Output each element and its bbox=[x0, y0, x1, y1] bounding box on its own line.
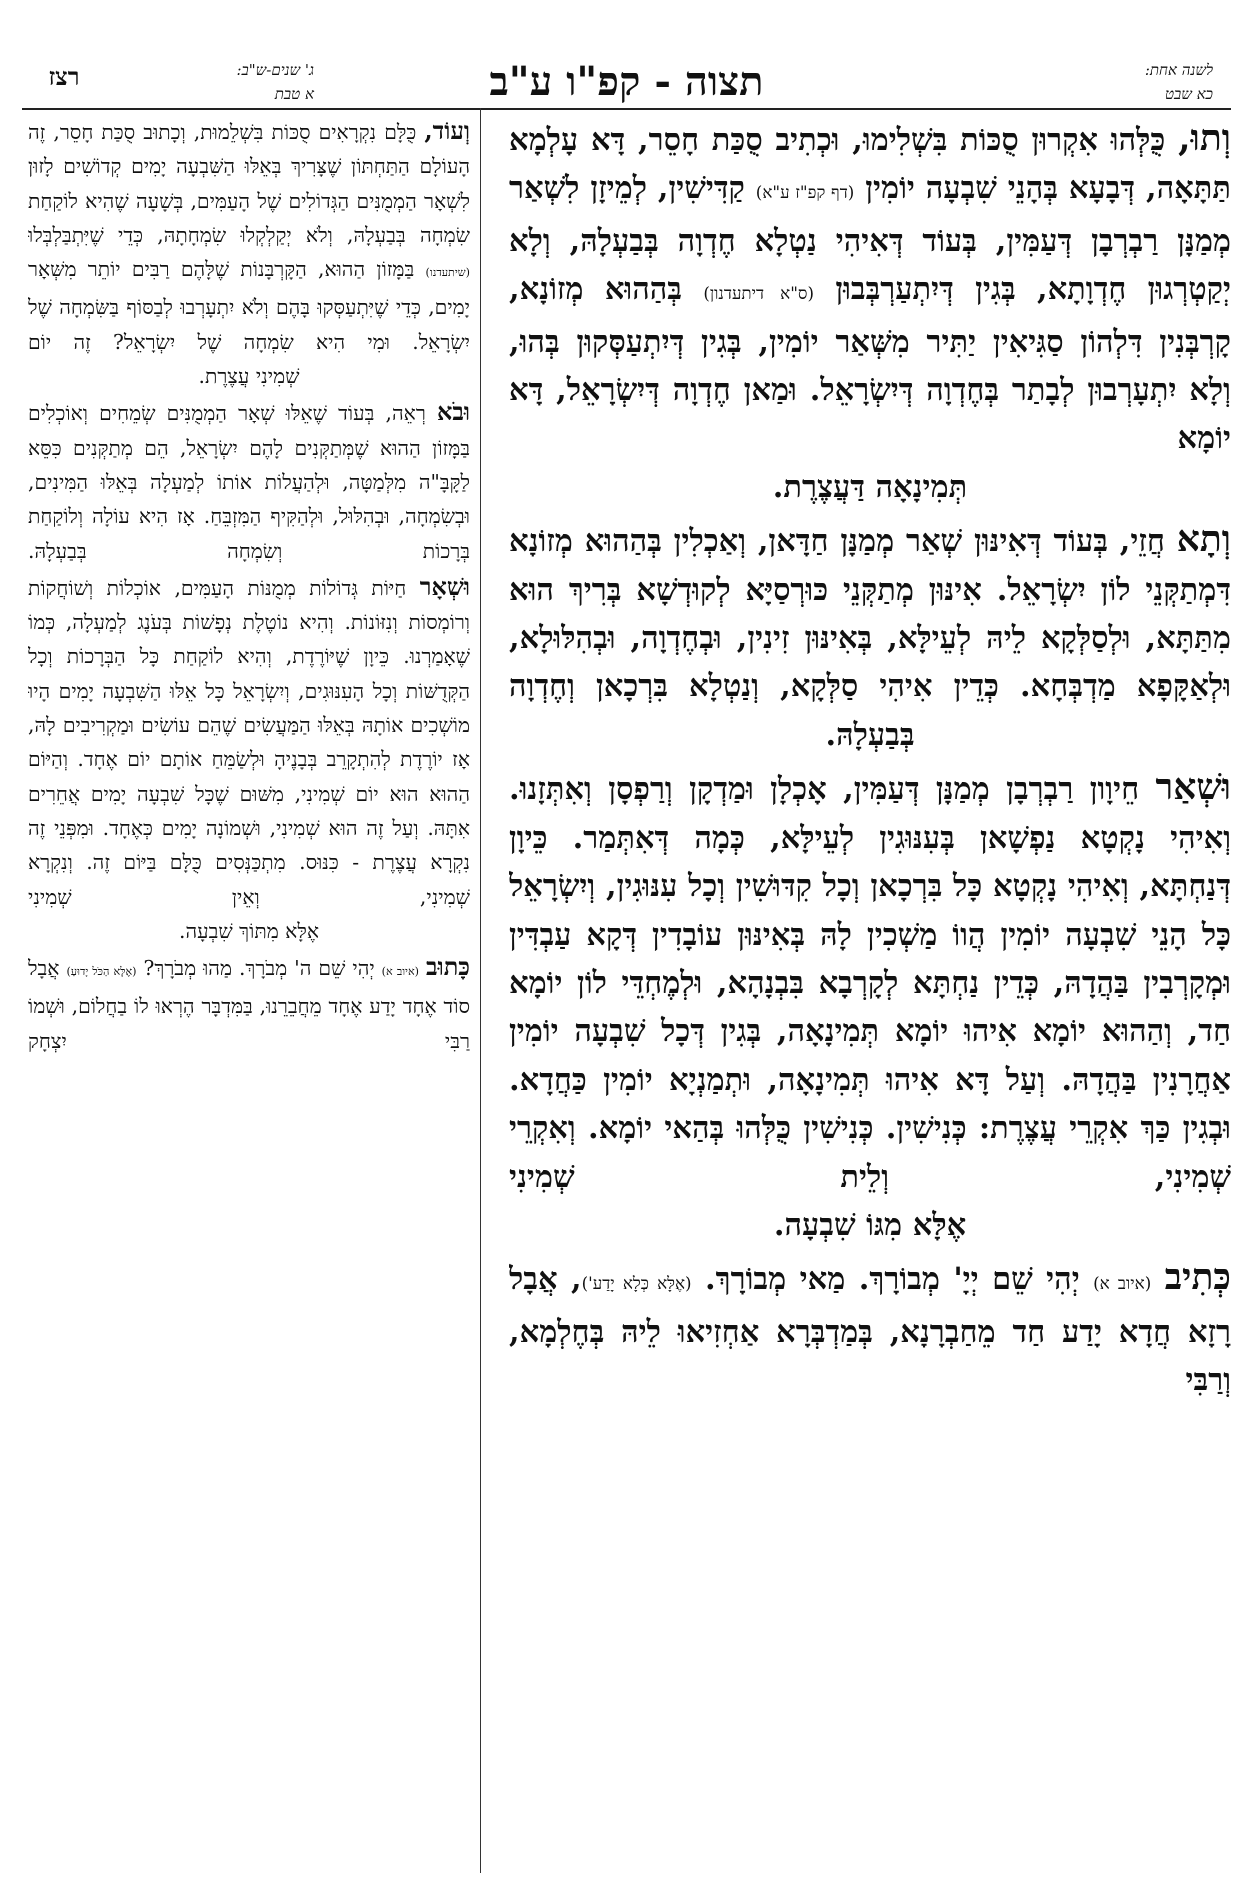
paragraph-lead-word: כְּתִיב bbox=[1164, 1256, 1231, 1299]
paragraph-lead-word: וּבֹא bbox=[436, 398, 470, 427]
paragraph-text: יְהִי שֵׁם ה' מְבֹרָךְ. מַהוּ מְבֹרָךְ? bbox=[143, 956, 382, 981]
header-schedule-one-year: לשנה אחת: bbox=[1144, 61, 1213, 79]
header-date-one-year: כא שבט bbox=[1164, 85, 1213, 103]
paragraph-lead-word: וְעוֹד, bbox=[424, 117, 470, 145]
paragraph-lead-word: וּשְׁאַר bbox=[1155, 766, 1231, 809]
paragraph-text: כֻּלָּם נִקְרָאִים סֻכּוֹת בִּשְׁלֵמוּת, וְכָתוּב סֻכַּת חָסֵר, זֶה הָעוֹלָם הַתַּחְתּוֹן שֶׁצָּרִיךְ בְּאֵלּוּ הַשִּׁבְעָה יָמִים קְדוֹשִׁים לָזוּן לִשְׁאָר הַמְמֻנִּים הַגְּדוֹלִים שֶׁל הָעַמִּים, בְּשָׁעָה שֶׁהִיא לוֹקַחַת שִׂמְחָה בְּבַעְלָהּ, וְלֹא יְקַלְקְלוּ שִׂמְחָתָהּ, כְּדֵי שֶׁיִּתְבַּלְבְּלוּ bbox=[28, 120, 470, 247]
translation-paragraph bbox=[28, 570, 470, 948]
paragraph-text: יְהִי שֵׁם יְיָ' מְבוֹרָךְ. מַאי מְבוֹרָךְ. bbox=[705, 1261, 1094, 1298]
variant-reading: (שיתעדנו) bbox=[425, 266, 470, 280]
column-divider bbox=[480, 108, 481, 1873]
paragraph-text: חַיּוֹת גְּדוֹלוֹת מְמֻנּוֹת הָעַמִּים, אוֹכְלוֹת וְשׁוֹחֲקוֹת וְרוֹמְסוֹת וְנִזּוֹנוֹת. וְהִיא נוֹטֶלֶת נְפָשׁוֹת בְּעֹנֶג לְמַעְלָה, כְּמוֹ שֶׁאָמַרְנוּ. כֵּיוָן שֶׁיּוֹרֶדֶת, וְהִיא לוֹקַחַת כָּל הַבְּרָכוֹת וְכָל הַקְּדֻשּׁוֹת וְכָל הָעִנּוּגִים, וְיִשְׂרָאֵל כָּל אֵלּוּ הַשִּׁבְעָה יָמִים הָיוּ מוֹשְׁכִים אוֹתָהּ בְּאֵלּוּ הַמַּעֲשִׂים שֶׁהֵם עוֹשִׂים וּמַקְרִיבִים לָהּ, אָז יוֹרֶדֶת לְהִתְקָרֵב בְּבָנֶיהָ וּלְשַׂמֵּחַ אוֹתָם יוֹם אֶחָד. וְהַיּוֹם הַהוּא הוּא יוֹם שְׁמִינִי, מִשּׁוּם שֶׁכָּל שִׁבְעָה יָמִים אֲחֵרִים אִתָּהּ. וְעַל זֶה הוּא שְׁמִינִי, וּשְׁמוֹנָה יָמִים כְּאֶחָד. וּמִפְּנֵי זֶה נִקְרָא עֲצֶרֶת - כִּנּוּס. מִתְכַּנְּסִים כֻּלָּם בַּיּוֹם זֶה. וְנִקְרָא שְׁמִינִי, וְאֵין שְׁמִינִי bbox=[28, 575, 470, 909]
paragraph-lead-word: וּשְׁאָר bbox=[419, 572, 470, 601]
paragraph-last-line: אֶלָּא מִתּוֹךְ שִׁבְעָה. bbox=[179, 918, 319, 943]
main-text-column bbox=[509, 114, 1231, 1874]
header-schedule-three-years: ג' שנים-ש"ב: bbox=[236, 61, 314, 79]
paragraph-text: אֲבָל סוֹד אֶחָד יָדַע אֶחָד מֵחֲבֵרֵנוּ, בַּמִּדְבָּר הֶרְאוּ לוֹ בַחֲלוֹם, וּשְׁמוֹ רַבִּי יִצְחָק bbox=[28, 956, 470, 1053]
header-date-three-years: א טבת bbox=[274, 85, 314, 103]
main-paragraph bbox=[509, 763, 1231, 1249]
verse-reference: (איוב א) bbox=[381, 965, 420, 979]
paragraph-last-line: בְּבַעְלָהּ. bbox=[825, 716, 915, 753]
paragraph-last-line: אֶלָּא מִגּוֹ שִׁבְעָה. bbox=[773, 1206, 967, 1243]
paragraph-lead-word: כָּתוּב bbox=[426, 953, 470, 982]
paragraph-last-line: תְּמִינָאָה דַּעֲצֶרֶת. bbox=[772, 468, 968, 505]
paragraph-lead-word: וְתָא bbox=[1176, 518, 1231, 561]
page-number: רצז bbox=[48, 62, 80, 91]
variant-reading: (אֶלָּא כְּלָא יָדַע') bbox=[581, 1273, 692, 1294]
main-paragraph bbox=[509, 1253, 1231, 1404]
variant-reading: (אֶלָּא הַכֹּל יָדוּעַ) bbox=[66, 965, 137, 979]
paragraph-text: בַּמָּזוֹן הַהוּא, הַקָּרְבָּנוֹת שֶׁלָּהֶם רַבִּים יוֹתֵר מִשְּׁאָר יָמִים, כְּדֵי שֶׁיִּתְעַסְּקוּ בָּהֶם וְלֹא יִתְעָרְבוּ לְבַסּוֹף בַּשִּׂמְחָה שֶׁל יִשְׂרָאֵל. וּמִי הִיא שִׂמְחָה שֶׁל יִשְׂרָאֵל? זֶה יוֹם bbox=[28, 257, 470, 354]
translation-column bbox=[28, 114, 470, 1874]
translation-paragraph bbox=[28, 114, 470, 393]
main-paragraph bbox=[509, 114, 1231, 511]
paragraph-text: בְּהַהוּא מְזוֹנָא, קָרְבְּנִין דִּלְהוֹן סַגִּיאִין יַתִּיר מִשְּׁאַר יוֹמִין, בְּגִין דְּיִתְעַסְּקוּן בְּהוּ, וְלָא יִתְעָרְבוּן לְבָתַר בְּחֶדְוָה דְּיִשְׂרָאֵל. וּמַאן חֶדְוָה דְּיִשְׂרָאֵל, דָּא יוֹמָא bbox=[509, 271, 1231, 457]
paragraph-text: , אֲבָל רָזָא חֲדָא יָדַע חַד מֵחַבְרָנָא, בְּמַדְבְּרָא אַחְזִיאוּ לֵיהּ בְּחֶלְמָא, וְרַבִּי bbox=[509, 1261, 1231, 1399]
header-left bbox=[104, 58, 314, 106]
translation-paragraph bbox=[28, 395, 470, 567]
header-rule bbox=[22, 108, 1231, 110]
paragraph-lead-word: וְתוּ, bbox=[1178, 117, 1231, 159]
paragraph-text: רְאֵה, בְּעוֹד שֶׁאֵלּוּ שְׁאָר הַמְמֻנִּים שְׂמֵחִים וְאוֹכְלִים בַּמָּזוֹן הַהוּא שֶׁמְּתַקְּנִים לָהֶם יִשְׂרָאֵל, הֵם מְתַקְּנִים כִּסֵּא לַקָּבָּ"ה מִלְּמַטָּה, וּלְהַעֲלוֹת אוֹתוֹ לְמַעְלָה בְּאֵלּוּ הַמִּינִים, וּבְשִׂמְחָה, וּבְהִלּוּל, וּלְהַקִּיף הַמִּזְבֵּחַ. אָז הִיא עוֹלָה וְלוֹקַחַת בְּרָכוֹת וְשִׂמְחָה בְּבַעְלָהּ. bbox=[28, 401, 470, 563]
paragraph-text: חֲזֵי, בְּעוֹד דְּאִינּוּן שְׁאַר מְמַנָּן חַדָּאן, וְאַכְלִין בְּהַהוּא מְזוֹנָא דִּמְתַקְּנֵי לוֹן יִשְׂרָאֵל. אִינּוּן מְתַקְּנֵי כּוּרְסַיָּא לְקוּדְשָׁא בְּרִיךְ הוּא מִתַּתָּא, וּלְסַלְּקָא לֵיהּ לְעֵילָּא, בְּאִינּוּן זִינִין, וּבְחֶדְוָה, וּבְהִלּוּלָא, וּלְאַקָּפָא מַדְבְּחָא. כְּדֵין אִיהִי סַלְּקָא, וְנַטְלָא בִּרְכָאן וְחֶדְוָה bbox=[509, 523, 1231, 705]
variant-reading: (ס"א דיתעדנון) bbox=[703, 283, 814, 304]
paragraph-text: קַדִּישִׁין, לְמֵיזָן לִשְׁאַר מְמַנָּן רַבְרְבָן דְּעַמִּין, בְּעוֹד דְּאִיהִי נַטְלָא חֶדְוָה בְּבַעְלָהּ, וְלָא יְקַטְרְגוּן חֶדְוָתָא, בְּגִין דְּיִתְעַרְבְּבוּן bbox=[509, 170, 1231, 308]
paragraph-last-line: שְׁמִינִי עֲצֶרֶת. bbox=[198, 364, 300, 389]
verse-reference: (איוב א) bbox=[1093, 1273, 1152, 1294]
paragraph-text: כֻּלְּהוּ אִקְרוּן סֻכּוֹת בִּשְׁלִימוּ, וּכְתִיב סֻכַּת חָסֵר, דָּא עָלְמָא תַּתָּאָה, דְּבָעָא בְּהָנֵי שִׁבְעָה יוֹמִין bbox=[509, 122, 1231, 207]
page-reference: (דף קפ"ז ע"א) bbox=[755, 182, 855, 203]
paragraph-text: חֵיוָון רַבְרְבָן מְמַנָּן דְּעַמִּין, אָכְלָן וּמַדְקָן וְרַפְסָן וְאִתְּזָנוּ. וְאִיהִי נָקְטָא נַפְשָׁאן בְּעִנּוּגִין לְעֵילָּא, כְּמָה דְּאִתְּמַר. כֵּיוָן דְּנַחְתָּא, וְאִיהִי נָקְטָא כָּל בִּרְכָאן וְכָל קִדּוּשִׁין וְכָל עִנּוּגִין, וְיִשְׂרָאֵל כָּל הָנֵי שִׁבְעָה יוֹמִין הֲווֹ מַשְׁכִין לָהּ בְּאִינּוּן עוֹבָדִין דְּקָא עַבְדִּין וּמְקָרְבִין בַּהֲדָהּ, כְּדֵין נַחְתָּא לְקָרְבָא בִּבְנָהָא, וּלְמֶחְדֵּי לוֹן יוֹמָא חַד, וְהַהוּא יוֹמָא אִיהוּ יוֹמָא תְּמִינָאָה, בְּגִין דְּכָל שִׁבְעָה יוֹמִין אַחֲרָנִין בַּהֲדָהּ. וְעַל דָּא אִיהוּ תְּמִינָאָה, וּתְמַנְיָא יוֹמִין כַּחֲדָא. וּבְגִין כַּךְ אִקְרֵי עֲצֶרֶת: כְּנִישִׁין. כְּנִישִׁין כֻּלְּהוּ בְּהַאי יוֹמָא. וְאִקְרֵי שְׁמִינִי, וְלֵית שְׁמִינִי bbox=[509, 771, 1231, 1195]
translation-paragraph bbox=[28, 950, 470, 1058]
page-title: תצוה - קפ"ו ע"ב bbox=[489, 58, 764, 105]
main-paragraph bbox=[509, 515, 1231, 759]
